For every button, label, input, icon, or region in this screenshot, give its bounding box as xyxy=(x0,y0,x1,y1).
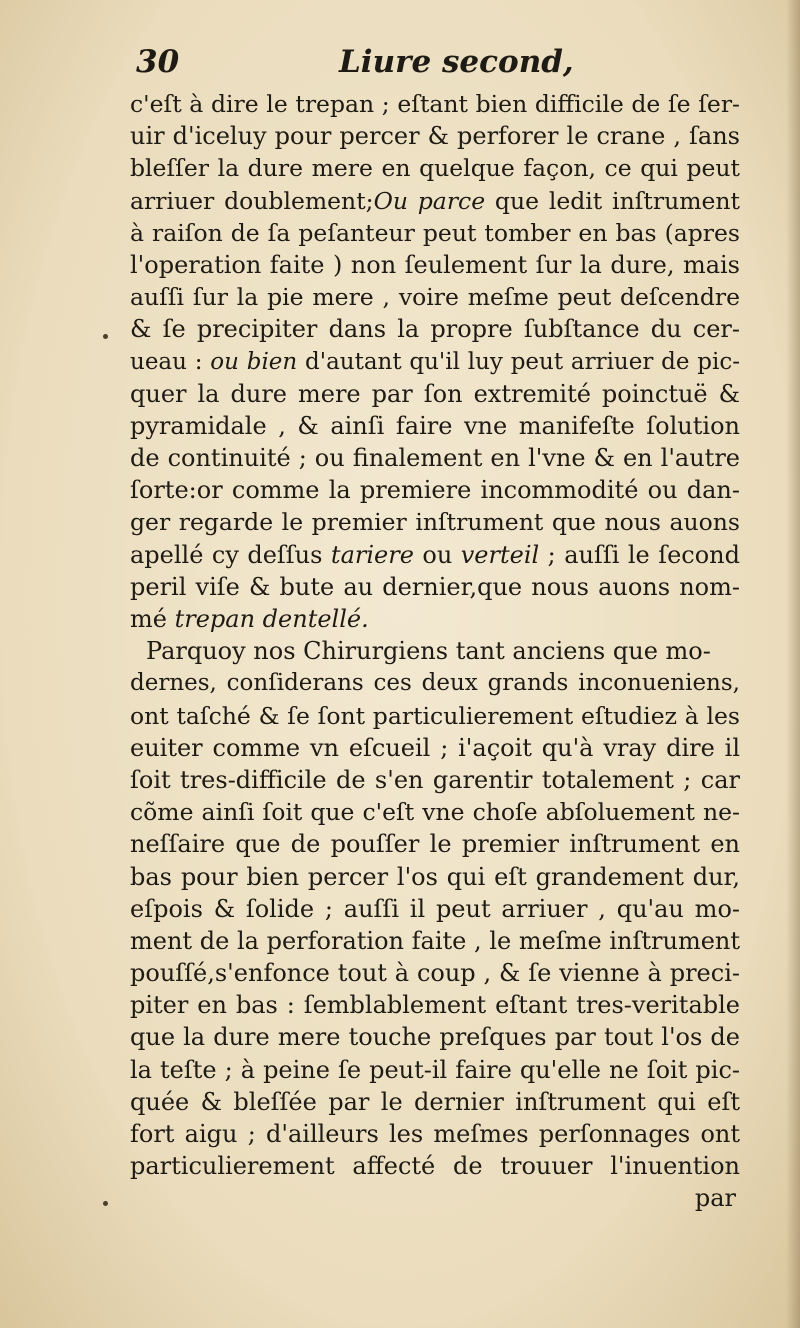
page-edge-shadow xyxy=(786,0,800,1328)
running-title: Liure second, xyxy=(339,44,574,80)
page-header xyxy=(136,44,574,94)
text-segment: cõme ainſi ſoit que c'eſt vne choſe abſoluement ne- xyxy=(130,798,740,827)
text-line xyxy=(130,635,740,667)
text-segment: bleſſer la dure mere en quelque façon, ce qui peut xyxy=(130,154,740,183)
text-segment: quée & bleſſée par le dernier inſtrument qui eſt xyxy=(130,1087,740,1116)
text-segment: dernes, conſiderans ces deux grands inconueniens, xyxy=(130,670,740,697)
text-line xyxy=(130,828,740,860)
text-line xyxy=(130,957,740,989)
margin-mark xyxy=(103,334,108,339)
text-segment: uir d'iceluy pour percer & perforer le crane , ſans xyxy=(130,122,740,151)
text-segment: mé xyxy=(130,605,175,633)
text-segment: c'eſt à dire le trepan ; eſtant bien difficile de ſe ſer- xyxy=(130,90,740,118)
text-segment: pyramidale , & ainſi faire vne manifeſte ſolution xyxy=(130,411,740,440)
text-line xyxy=(130,474,740,506)
text-line xyxy=(130,732,740,764)
text-segment: eſpois & ſolide ; auſſi il peut arriuer , qu'au mo- xyxy=(130,894,740,923)
text-line xyxy=(130,152,740,184)
text-line xyxy=(130,313,740,345)
text-segment: ; auſſi le ſecond xyxy=(539,540,741,569)
text-segment: de continuité ; ou finalement en l'vne & en l'autre xyxy=(130,444,740,473)
text-segment: ment de la perforation faite , le meſme inſtrument xyxy=(130,926,740,955)
text-line xyxy=(130,120,740,152)
italic-text: tariere xyxy=(330,540,414,569)
text-segment: apellé cy deſſus xyxy=(130,540,331,569)
text-line xyxy=(130,700,740,732)
italic-text: trepan dentellé. xyxy=(174,605,369,633)
text-line xyxy=(130,88,740,120)
catchword xyxy=(130,1182,740,1214)
text-segment: ueau : xyxy=(130,348,211,375)
text-segment: quer la dure mere par ſon extremité poinctuë & xyxy=(130,379,740,408)
text-segment: particulierement affecté de trouuer l'inuention xyxy=(130,1152,740,1181)
text-segment: que ledit inſtrument xyxy=(485,186,740,215)
text-segment: euiter comme vn eſcueil ; i'açoit qu'à vray dire il xyxy=(130,733,740,762)
text-segment: pouſſé,s'enfonce tout à coup , & ſe vienne à preci- xyxy=(130,959,740,988)
text-line xyxy=(130,571,740,603)
text-segment: bas pour bien percer l'os qui eſt grandement dur, xyxy=(130,862,740,891)
text-line xyxy=(130,1021,740,1053)
italic-text: ou bien xyxy=(210,348,298,375)
text-line xyxy=(130,346,740,378)
text-segment: ont taſché & ſe ſont particulierement eſtudiez à les xyxy=(130,701,740,730)
body-text xyxy=(130,88,740,1215)
text-line xyxy=(130,667,740,699)
text-segment: ger regarde le premier inſtrument que nous auons xyxy=(130,508,740,537)
text-line xyxy=(130,925,740,957)
text-line xyxy=(130,442,740,474)
text-segment: par xyxy=(694,1184,736,1213)
text-segment: ou xyxy=(413,540,461,569)
text-segment: ſorte:or comme la premiere incommodité ou dan- xyxy=(130,476,740,505)
text-segment: peril viſe & bute au dernier,que nous auons nom- xyxy=(130,572,740,601)
text-line xyxy=(130,893,740,925)
italic-text: Ou parce xyxy=(373,186,486,215)
text-line xyxy=(130,185,740,217)
text-line xyxy=(130,796,740,828)
text-line xyxy=(130,1086,740,1118)
text-line xyxy=(130,1118,740,1150)
text-segment: d'autant qu'il luy peut arriuer de pic- xyxy=(297,348,740,375)
text-line xyxy=(130,217,740,249)
text-segment: Parquoy nos Chirurgiens tant anciens que mo- xyxy=(146,637,711,666)
text-segment: que la dure mere touche preſques par tout l'os de xyxy=(130,1023,740,1052)
text-line xyxy=(130,764,740,796)
text-segment: neſſaire que de pouſſer le premier inſtrument en xyxy=(130,830,740,859)
text-line xyxy=(130,506,740,538)
page-number: 30 xyxy=(136,44,180,80)
margin-mark xyxy=(103,1201,108,1206)
text-segment: à raiſon de ſa peſanteur peut tomber en bas (apres xyxy=(130,218,740,247)
text-line xyxy=(130,861,740,893)
text-line xyxy=(130,281,740,313)
text-line xyxy=(130,989,740,1021)
text-segment: arriuer doublement; xyxy=(130,186,374,215)
text-segment: ſoit tres-difficile de s'en garentir totalement ; car xyxy=(130,765,740,794)
text-line xyxy=(130,539,740,571)
text-line xyxy=(130,603,740,635)
text-line xyxy=(130,410,740,442)
text-segment: auſſi ſur la pie mere , voire meſme peut deſcendre xyxy=(130,283,740,312)
text-line xyxy=(130,378,740,410)
text-line xyxy=(130,1150,740,1182)
text-line xyxy=(130,249,740,281)
text-segment: piter en bas : ſemblablement eſtant tres-veritable xyxy=(130,991,740,1020)
text-segment: la teſte ; à peine ſe peut-il faire qu'elle ne ſoit pic- xyxy=(130,1055,740,1084)
text-segment: fort aigu ; d'ailleurs les meſmes perſonnages ont xyxy=(130,1120,740,1148)
text-line xyxy=(130,1054,740,1086)
text-segment: l'operation faite ) non ſeulement ſur la dure, mais xyxy=(130,250,740,279)
text-segment: & ſe precipiter dans la propre ſubſtance du cer- xyxy=(130,315,740,344)
italic-text: verteil xyxy=(460,540,540,569)
